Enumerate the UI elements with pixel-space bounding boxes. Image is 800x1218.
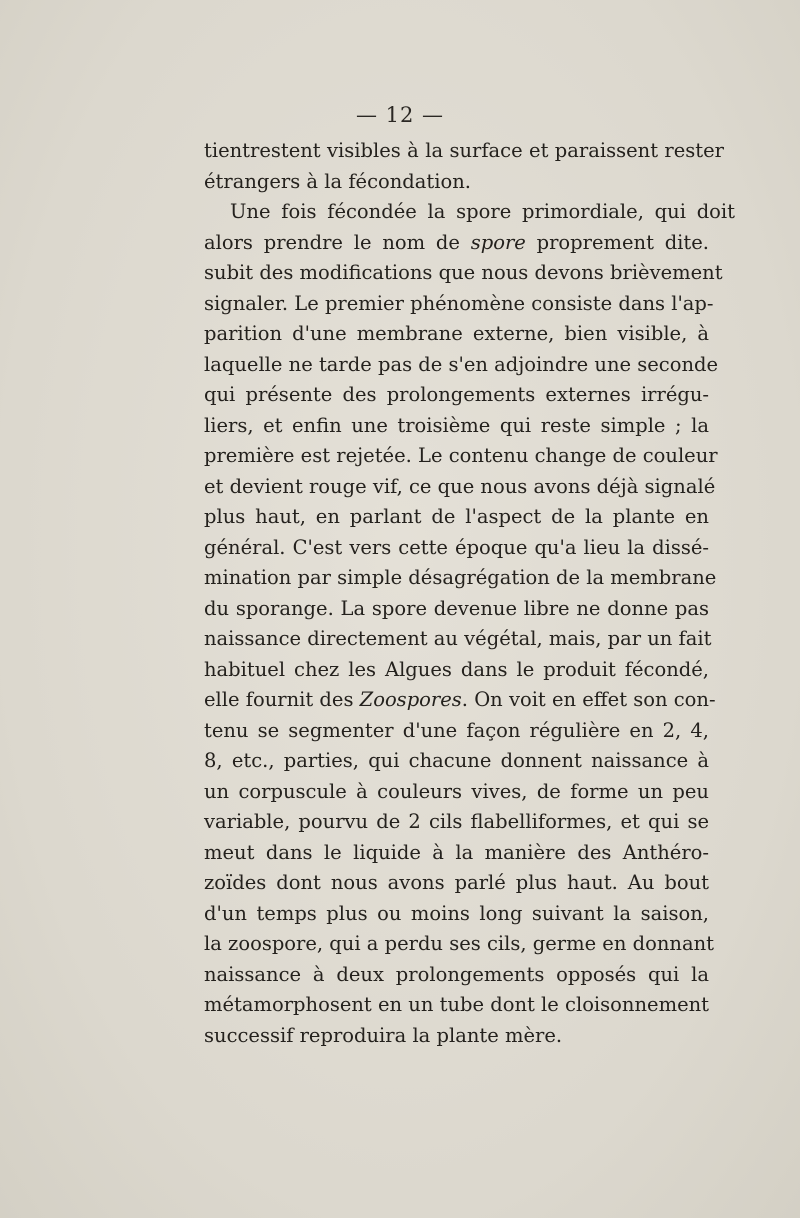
text-run: alors prendre le nom de xyxy=(204,230,471,254)
text-line: tenu se segmenter d'une façon régulière en 2, 4, xyxy=(204,718,709,742)
text-line: général. C'est vers cette époque qu'a lieu la dissé- xyxy=(204,535,709,559)
text-line: signaler. Le premier phénomène consiste dans l'ap- xyxy=(204,291,714,315)
text-line: 8, etc., parties, qui chacune donnent naissance à xyxy=(204,749,709,772)
text-line: zoïdes dont nous avons parlé plus haut. Au bout xyxy=(204,871,709,894)
text-run: . On voit en effet son con- xyxy=(461,688,716,711)
text-line: d'un temps plus ou moins long suivant la saison, xyxy=(204,901,709,925)
text-line: variable, pourvu de 2 cils flabelliformes, et qui se xyxy=(204,810,709,833)
text-line: tientrestent visibles à la surface et paraissent rester xyxy=(204,139,724,162)
text-line: Une fois fécondée la spore primordiale, qui doit xyxy=(230,200,735,223)
italic-term: spore xyxy=(470,230,526,254)
text-line xyxy=(204,228,709,259)
text-line: laquelle ne tarde pas de s'en adjoindre une seconde xyxy=(204,352,719,376)
text-line: naissance à deux prolongements opposés qui la xyxy=(204,962,709,986)
text-line: plus haut, en parlant de l'aspect de la plante en xyxy=(204,505,709,528)
text-line: subit des modifications que nous devons brièvement xyxy=(204,261,723,284)
body-text xyxy=(204,136,735,1051)
text-line: liers, et enfin une troisième qui reste simple ; la xyxy=(204,413,709,437)
text-line: et devient rouge vif, ce que nous avons déjà signalé xyxy=(204,474,716,498)
text-line: étrangers à la fécondation. xyxy=(204,169,471,193)
text-line: mination par simple désagrégation de la membrane xyxy=(204,566,717,589)
text-line: parition d'une membrane externe, bien visible, à xyxy=(204,322,709,345)
text-run: proprement dite. xyxy=(525,230,709,254)
text-line: successif reproduira la plante mère. xyxy=(204,1023,563,1047)
text-line: un corpuscule à couleurs vives, de forme un peu xyxy=(204,779,709,803)
text-line xyxy=(204,685,716,716)
text-line: première est rejetée. Le contenu change de couleur xyxy=(204,444,718,467)
text-line: la zoospore, qui a perdu ses cils, germe en donnant xyxy=(204,932,714,955)
text-line: métamorphosent en un tube dont le cloisonnement xyxy=(204,993,709,1016)
text-line: naissance directement au végétal, mais, par un fait xyxy=(204,627,712,650)
text-line: habituel chez les Algues dans le produit fécondé, xyxy=(204,657,709,681)
text-line: qui présente des prolongements externes irrégu- xyxy=(204,383,709,406)
italic-term: Zoospores xyxy=(359,688,462,711)
text-line: meut dans le liquide à la manière des Anthéro- xyxy=(204,840,709,864)
text-line: du sporange. La spore devenue libre ne donne pas xyxy=(204,596,709,620)
page-number: — 12 — xyxy=(355,103,445,127)
text-run: elle fournit des xyxy=(204,688,360,711)
